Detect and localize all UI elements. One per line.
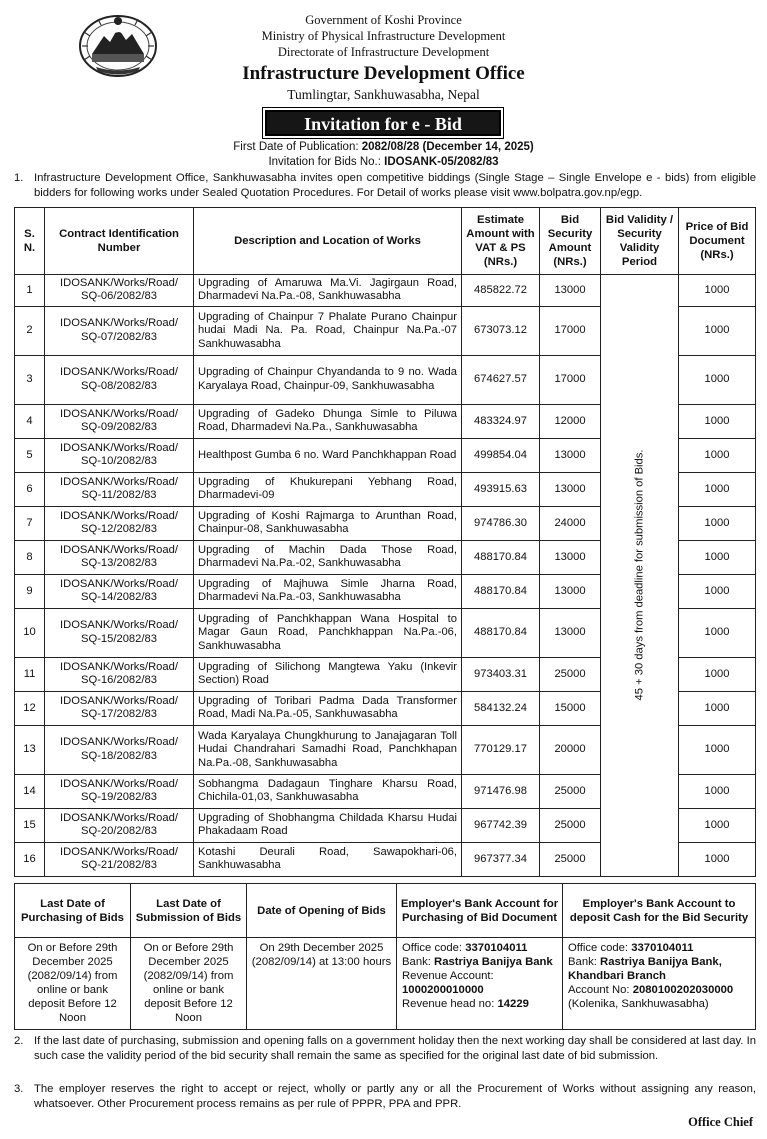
dates-table-header bbox=[15, 884, 756, 938]
bank-location: (Kolenika, Sankhuwasabha) bbox=[568, 998, 709, 1010]
office-code-label: Office code: bbox=[402, 942, 463, 954]
sn-cell: 8 bbox=[15, 540, 45, 574]
description-cell: Upgrading of Chainpur Chyandanda to 9 no. Wada Karyalaya Road, Chainpur-09, Sankhuwasabha bbox=[194, 355, 462, 404]
estimate-cell: 493915.63 bbox=[462, 472, 540, 506]
estimate-cell: 770129.17 bbox=[462, 725, 540, 774]
contract-id-cell: IDOSANK/Works/Road/ SQ-07/2082/83 bbox=[45, 306, 194, 355]
contract-id-cell: IDOSANK/Works/Road/ SQ-08/2082/83 bbox=[45, 355, 194, 404]
security-cell: 17000 bbox=[540, 355, 601, 404]
publication-date-label: First Date of Publication: bbox=[233, 141, 359, 153]
estimate-cell: 674627.57 bbox=[462, 355, 540, 404]
office-code-label: Office code: bbox=[568, 942, 629, 954]
ifb-number bbox=[0, 155, 767, 169]
sn-cell: 7 bbox=[15, 506, 45, 540]
estimate-cell: 488170.84 bbox=[462, 540, 540, 574]
estimate-cell: 584132.24 bbox=[462, 691, 540, 725]
office-code: 3370104011 bbox=[631, 942, 694, 954]
sn-cell: 1 bbox=[15, 275, 45, 307]
dates-table bbox=[14, 883, 756, 1030]
estimate-cell: 971476.98 bbox=[462, 774, 540, 808]
validity-period-cell bbox=[601, 275, 679, 877]
sn-cell: 9 bbox=[15, 574, 45, 608]
header-security: Bid Security Amount (NRs.) bbox=[540, 208, 601, 275]
contract-id-cell: IDOSANK/Works/Road/ SQ-11/2082/83 bbox=[45, 472, 194, 506]
signature-office-chief: Office Chief bbox=[688, 1115, 753, 1129]
price-cell: 1000 bbox=[679, 725, 756, 774]
price-cell: 1000 bbox=[679, 657, 756, 691]
revenue-head: 14229 bbox=[497, 998, 529, 1010]
sn-cell: 3 bbox=[15, 355, 45, 404]
price-cell: 1000 bbox=[679, 506, 756, 540]
security-cell: 25000 bbox=[540, 774, 601, 808]
security-cell: 13000 bbox=[540, 540, 601, 574]
security-cell: 15000 bbox=[540, 691, 601, 725]
contract-id-cell: IDOSANK/Works/Road/ SQ-13/2082/83 bbox=[45, 540, 194, 574]
sn-cell: 6 bbox=[15, 472, 45, 506]
paragraph-number: 2. bbox=[14, 1035, 24, 1047]
price-cell: 1000 bbox=[679, 774, 756, 808]
price-cell: 1000 bbox=[679, 691, 756, 725]
paragraph-text: The employer reserves the right to accept or reject, wholly or partly any or all the Procurement of Works without assigning any reason, whatsoever. Other Procurement process remains as per rule of PPPR, PPA and PPR. bbox=[34, 1083, 756, 1110]
sn-cell: 14 bbox=[15, 774, 45, 808]
header-bank-security: Employer's Bank Account to deposit Cash for the Bid Security bbox=[563, 884, 756, 938]
contract-id-cell: IDOSANK/Works/Road/ SQ-21/2082/83 bbox=[45, 842, 194, 876]
header-price: Price of Bid Document (NRs.) bbox=[679, 208, 756, 275]
description-cell: Upgrading of Koshi Rajmarga to Arunthan Road, Chainpur-08, Sankhuwasabha bbox=[194, 506, 462, 540]
contract-id-cell: IDOSANK/Works/Road/ SQ-15/2082/83 bbox=[45, 608, 194, 657]
paragraph-text: If the last date of purchasing, submission and opening falls on a government holiday then the next working day shall be considered at last day. In such case the validity period of the bid security shall remain the same as specified for the original last date of bid submission. bbox=[34, 1035, 756, 1062]
publication-date-value: 2082/08/28 (December 14, 2025) bbox=[361, 141, 534, 153]
header-estimate: Estimate Amount with VAT & PS (NRs.) bbox=[462, 208, 540, 275]
description-cell: Upgrading of Khukurepani Yebhang Road, Dharmadevi-09 bbox=[194, 472, 462, 506]
price-cell: 1000 bbox=[679, 306, 756, 355]
revenue-account-label: Revenue Account: bbox=[402, 970, 494, 982]
bank-label: Bank: bbox=[568, 956, 597, 968]
bank-name: Rastriya Banijya Bank, Khandbari Branch bbox=[568, 956, 722, 982]
header-description: Description and Location of Works bbox=[194, 208, 462, 275]
description-cell: Wada Karyalaya Chungkhurung to Janajagaran Toll Hudai Chandrahari Samadhi Road, Panchkhapan Na.Pa.-08, Sankhuwasabha bbox=[194, 725, 462, 774]
works-table-header bbox=[15, 208, 756, 275]
description-cell: Upgrading of Panchkhappan Wana Hospital to Magar Gaun Road, Panchkhappan Na.Pa.-06, Sankhuwasabha bbox=[194, 608, 462, 657]
description-cell: Healthpost Gumba 6 no. Ward Panchkhappan Road bbox=[194, 438, 462, 472]
office-address: Tumlingtar, Sankhuwasabha, Nepal bbox=[287, 87, 480, 102]
security-cell: 25000 bbox=[540, 842, 601, 876]
security-cell: 24000 bbox=[540, 506, 601, 540]
header-directorate: Directorate of Infrastructure Development bbox=[277, 45, 490, 59]
price-cell: 1000 bbox=[679, 355, 756, 404]
paragraph-number: 3. bbox=[14, 1083, 24, 1095]
revenue-head-label: Revenue head no: bbox=[402, 998, 495, 1010]
header-sn: S. N. bbox=[15, 208, 45, 275]
sn-cell: 13 bbox=[15, 725, 45, 774]
last-purchase-date: On or Before 29th December 2025 (2082/09/14) from online or bank deposit Before 12 Noon bbox=[15, 938, 131, 1030]
description-cell: Upgrading of Silichong Mangtewa Yaku (Inkevir Section) Road bbox=[194, 657, 462, 691]
estimate-cell: 973403.31 bbox=[462, 657, 540, 691]
header-bank-purchase: Employer's Bank Account for Purchasing of Bid Document bbox=[397, 884, 563, 938]
ifb-number-value: IDOSANK-05/2082/83 bbox=[384, 156, 499, 168]
price-cell: 1000 bbox=[679, 438, 756, 472]
paragraph-text: Infrastructure Development Office, Sankhuwasabha invites open competitive biddings (Single Stage – Single Envelope e - bids) from eligible bidders for following works under Sealed Quotation Procedures. For Detail of works please visit www.bolpatra.gov.np/egp. bbox=[34, 172, 756, 199]
ifb-number-label: Invitation for Bids No.: bbox=[268, 156, 381, 168]
sn-cell: 11 bbox=[15, 657, 45, 691]
security-cell: 25000 bbox=[540, 808, 601, 842]
price-cell: 1000 bbox=[679, 808, 756, 842]
price-cell: 1000 bbox=[679, 540, 756, 574]
security-cell: 13000 bbox=[540, 438, 601, 472]
sn-cell: 2 bbox=[15, 306, 45, 355]
estimate-cell: 488170.84 bbox=[462, 608, 540, 657]
office-title: Infrastructure Development Office bbox=[242, 63, 525, 84]
header-last-submission: Last Date of Submission of Bids bbox=[131, 884, 247, 938]
table-row bbox=[15, 275, 756, 307]
price-cell: 1000 bbox=[679, 404, 756, 438]
sn-cell: 12 bbox=[15, 691, 45, 725]
security-cell: 20000 bbox=[540, 725, 601, 774]
description-cell: Kotashi Deurali Road, Sawapokhari-06, Sankhuwasabha bbox=[194, 842, 462, 876]
price-cell: 1000 bbox=[679, 472, 756, 506]
account-number: 2080100202030000 bbox=[632, 984, 734, 996]
header-validity: Bid Validity / Security Validity Period bbox=[601, 208, 679, 275]
price-cell: 1000 bbox=[679, 608, 756, 657]
header-ministry: Ministry of Physical Infrastructure Development bbox=[261, 29, 506, 43]
publication-date bbox=[0, 140, 767, 154]
sn-cell: 15 bbox=[15, 808, 45, 842]
paragraph-1 bbox=[14, 171, 756, 201]
header-government: Government of Koshi Province bbox=[305, 13, 462, 27]
contract-id-cell: IDOSANK/Works/Road/ SQ-19/2082/83 bbox=[45, 774, 194, 808]
works-table bbox=[14, 207, 756, 877]
contract-id-cell: IDOSANK/Works/Road/ SQ-20/2082/83 bbox=[45, 808, 194, 842]
account-number-label: Account No: bbox=[568, 984, 630, 996]
contract-id-cell: IDOSANK/Works/Road/ SQ-06/2082/83 bbox=[45, 275, 194, 307]
contract-id-cell: IDOSANK/Works/Road/ SQ-12/2082/83 bbox=[45, 506, 194, 540]
security-cell: 25000 bbox=[540, 657, 601, 691]
office-code: 3370104011 bbox=[465, 942, 528, 954]
description-cell: Upgrading of Chainpur 7 Phalate Purano Chainpur hudai Madi Na. Pa. Road, Chainpur Na.Pa.-07 Sankhuwasabha bbox=[194, 306, 462, 355]
estimate-cell: 499854.04 bbox=[462, 438, 540, 472]
security-cell: 13000 bbox=[540, 608, 601, 657]
security-cell: 13000 bbox=[540, 472, 601, 506]
sn-cell: 5 bbox=[15, 438, 45, 472]
security-cell: 17000 bbox=[540, 306, 601, 355]
price-cell: 1000 bbox=[679, 574, 756, 608]
contract-id-cell: IDOSANK/Works/Road/ SQ-18/2082/83 bbox=[45, 725, 194, 774]
contract-id-cell: IDOSANK/Works/Road/ SQ-09/2082/83 bbox=[45, 404, 194, 438]
estimate-cell: 488170.84 bbox=[462, 574, 540, 608]
contract-id-cell: IDOSANK/Works/Road/ SQ-10/2082/83 bbox=[45, 438, 194, 472]
sn-cell: 10 bbox=[15, 608, 45, 657]
bank-security-details bbox=[563, 938, 756, 1030]
sn-cell: 4 bbox=[15, 404, 45, 438]
estimate-cell: 967377.34 bbox=[462, 842, 540, 876]
header-last-purchase: Last Date of Purchasing of Bids bbox=[15, 884, 131, 938]
validity-period-text: 45 + 30 days from deadline for submission of Bids. bbox=[632, 449, 645, 701]
description-cell: Upgrading of Shobhangma Childada Kharsu Hudai Phakadaam Road bbox=[194, 808, 462, 842]
estimate-cell: 967742.39 bbox=[462, 808, 540, 842]
description-cell: Upgrading of Amaruwa Ma.Vi. Jagirgaun Road, Dharmadevi Na.Pa.-08, Sankhuwasabha bbox=[194, 275, 462, 307]
description-cell: Upgrading of Machin Dada Those Road, Dharmadevi Na.Pa.-02, Sankhuwasabha bbox=[194, 540, 462, 574]
security-cell: 12000 bbox=[540, 404, 601, 438]
estimate-cell: 974786.30 bbox=[462, 506, 540, 540]
security-cell: 13000 bbox=[540, 574, 601, 608]
invitation-banner: Invitation for e - Bid bbox=[265, 110, 501, 136]
description-cell: Upgrading of Majhuwa Simle Jharna Road, Dharmadevi Na.Pa.-03, Sankhuwasabha bbox=[194, 574, 462, 608]
security-cell: 13000 bbox=[540, 275, 601, 307]
header-contract: Contract Identification Number bbox=[45, 208, 194, 275]
description-cell: Upgrading of Gadeko Dhunga Simle to Piluwa Road, Dharmadevi Na.Pa., Sankhuwasabha bbox=[194, 404, 462, 438]
contract-id-cell: IDOSANK/Works/Road/ SQ-16/2082/83 bbox=[45, 657, 194, 691]
price-cell: 1000 bbox=[679, 842, 756, 876]
price-cell: 1000 bbox=[679, 275, 756, 307]
estimate-cell: 483324.97 bbox=[462, 404, 540, 438]
last-submission-date: On or Before 29th December 2025 (2082/09/14) from online or bank deposit Before 12 Noon bbox=[131, 938, 247, 1030]
header-opening: Date of Opening of Bids bbox=[247, 884, 397, 938]
contract-id-cell: IDOSANK/Works/Road/ SQ-14/2082/83 bbox=[45, 574, 194, 608]
estimate-cell: 485822.72 bbox=[462, 275, 540, 307]
paragraph-2 bbox=[14, 1034, 756, 1064]
description-cell: Upgrading of Toribari Padma Dada Transformer Road, Madi Na.Pa.-05, Sankhuwasabha bbox=[194, 691, 462, 725]
sn-cell: 16 bbox=[15, 842, 45, 876]
opening-date: On 29th December 2025 (2082/09/14) at 13:00 hours bbox=[247, 938, 397, 1030]
description-cell: Sobhangma Dadagaun Tinghare Kharsu Road, Chichila-01,03, Sankhuwasabha bbox=[194, 774, 462, 808]
estimate-cell: 673073.12 bbox=[462, 306, 540, 355]
bank-label: Bank: bbox=[402, 956, 431, 968]
bank-name: Rastriya Banijya Bank bbox=[434, 956, 553, 968]
dates-table-row bbox=[15, 938, 756, 1030]
paragraph-number: 1. bbox=[14, 172, 24, 184]
paragraph-3 bbox=[14, 1082, 756, 1112]
contract-id-cell: IDOSANK/Works/Road/ SQ-17/2082/83 bbox=[45, 691, 194, 725]
bank-purchase-details bbox=[397, 938, 563, 1030]
revenue-account: 1000200010000 bbox=[402, 984, 484, 996]
